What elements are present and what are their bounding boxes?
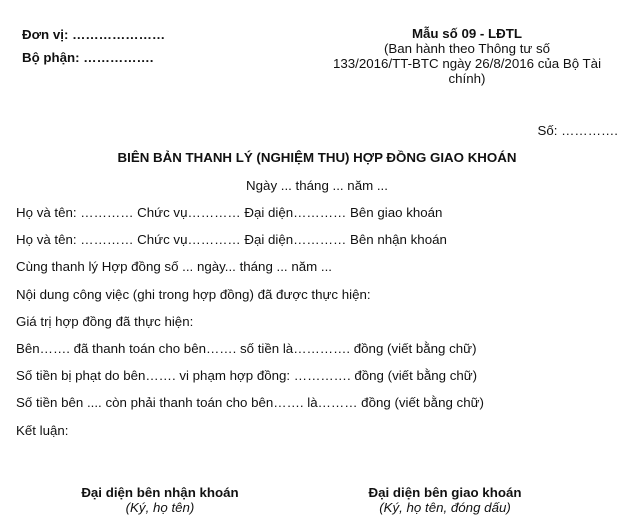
unit-field: Đơn vị: …………………: [22, 27, 166, 42]
paid-amount-line: Bên……. đã thanh toán cho bên……. số tiền là…………. đồng (viết bằng chữ): [16, 341, 477, 356]
signature-block-receiver: [40, 485, 280, 515]
penalty-line: Số tiền bị phạt do bên……. vi phạm hợp đồng: …………. đồng (viết bằng chữ): [16, 368, 478, 383]
conclusion-line: Kết luận:: [16, 423, 69, 438]
date-line: Ngày ... tháng ... năm ...: [246, 178, 388, 193]
issued-by-line-1: (Ban hành theo Thông tư số: [383, 41, 551, 56]
issued-by-line-2: 133/2016/TT-BTC ngày 26/8/2016 của Bộ Tài: [332, 56, 602, 71]
party-b-line: Họ và tên: ………… Chức vụ………… Đại diện………… Bên nhận khoán: [16, 232, 447, 247]
remaining-payment-line: Số tiền bên .... còn phải thanh toán cho bên……. là……… đồng (viết bằng chữ): [16, 395, 484, 410]
work-content-line: Nội dung công việc (ghi trong hợp đồng) đã được thực hiện:: [16, 287, 371, 302]
party-a-line: Họ và tên: ………… Chức vụ………… Đại diện………… Bên giao khoán: [16, 205, 443, 220]
document-title: BIÊN BẢN THANH LÝ (NGHIỆM THU) HỢP ĐỒNG GIAO KHOÁN: [117, 150, 517, 165]
contract-ref-line: Cùng thanh lý Hợp đồng số ... ngày... tháng ... năm ...: [16, 259, 332, 274]
issued-by-line-3: chính): [448, 71, 486, 86]
signature-title-receiver: Đại diện bên nhận khoán: [81, 485, 239, 500]
document-number: Số: ………….: [537, 123, 618, 138]
signature-block-assigner: [320, 485, 570, 515]
signature-title-assigner: Đại diện bên giao khoán: [368, 485, 522, 500]
contract-value-line: Giá trị hợp đồng đã thực hiện:: [16, 314, 194, 329]
signature-note-receiver: (Ký, họ tên): [125, 500, 195, 515]
form-header: [300, 26, 634, 86]
form-number: Mẫu số 09 - LĐTL: [411, 26, 523, 41]
department-field: Bộ phận: …………….: [22, 50, 154, 65]
signature-note-assigner: (Ký, họ tên, đóng dấu): [379, 500, 511, 515]
